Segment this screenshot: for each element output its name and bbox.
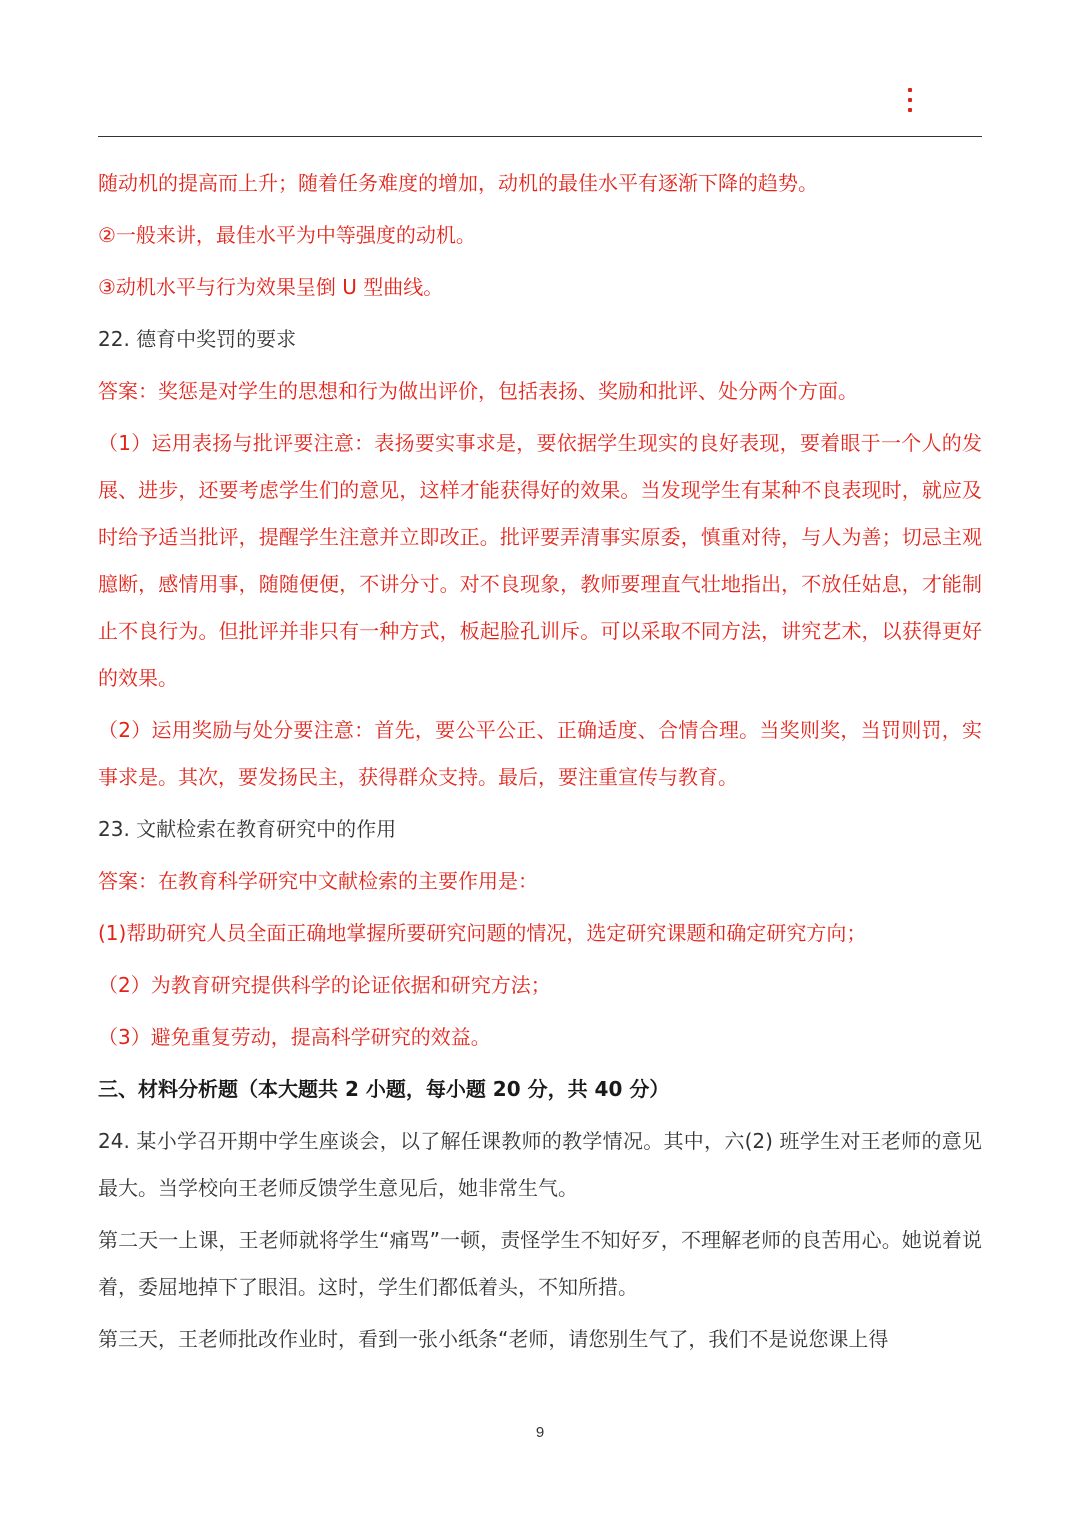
dot [908,88,912,92]
answer-22-point-1: （1）运用表扬与批评要注意：表扬要实事求是，要依据学生现实的良好表现，要着眼于一个人的发展、进步，还要考虑学生们的意见，这样才能获得好的效果。当发现学生有某种不良表现时，就应及时给予适当批评，提醒学生注意并立即改正。批评要弄清事实原委，慎重对待，与人为善；切忌主观臆断，感情用事，随随便便，不讲分寸。对不良现象，教师要理直气壮地指出，不放任姑息，才能制止不良行为。但批评并非只有一种方式，板起脸孔训斥。可以采取不同方法，讲究艺术，以获得更好的效果。 [98,431,982,690]
paragraph-u-curve: ③动机水平与行为效果呈倒 U 型曲线。 [98,275,444,299]
paragraph-motivation-trend: 随动机的提高而上升；随着任务难度的增加，动机的最佳水平有逐渐下降的趋势。 [98,171,818,195]
answer-23-point-1: (1)帮助研究人员全面正确地掌握所要研究问题的情况，选定研究课题和确定研究方向； [98,921,867,945]
answer-23-point-2: （2）为教育研究提供科学的论证依据和研究方法； [98,973,551,997]
document-body [98,160,982,1368]
question-24-day-three: 第三天，王老师批改作业时，看到一张小纸条“老师，请您别生气了，我们不是说您课上得 [98,1327,889,1351]
vertical-dots-icon[interactable] [900,88,920,112]
page-number: 9 [535,1424,545,1441]
section-heading-material-analysis: 三、材料分析题（本大题共 2 小题，每小题 20 分，共 40 分） [98,1077,670,1101]
question-23: 23. 文献检索在教育研究中的作用 [98,817,397,841]
answer-23: 答案：在教育科学研究中文献检索的主要作用是： [98,869,538,893]
dot [908,108,912,112]
answer-23-point-3: （3）避免重复劳动，提高科学研究的效益。 [98,1025,491,1049]
header-rule [98,136,982,137]
paragraph-optimal-level: ②一般来讲，最佳水平为中等强度的动机。 [98,223,476,247]
answer-22-point-2: （2）运用奖励与处分要注意：首先，要公平公正、正确适度、合情合理。当奖则奖，当罚则罚，实事求是。其次，要发扬民主，获得群众支持。最后，要注重宣传与教育。 [98,718,982,789]
question-24-intro: 24. 某小学召开期中学生座谈会，以了解任课教师的教学情况。其中，六(2) 班学生对王老师的意见最大。当学校向王老师反馈学生意见后，她非常生气。 [98,1129,982,1200]
dot [908,98,912,102]
question-22: 22. 德育中奖罚的要求 [98,327,297,351]
question-24-day-two: 第二天一上课，王老师就将学生“痛骂”一顿，责怪学生不知好歹，不理解老师的良苦用心。她说着说着，委屈地掉下了眼泪。这时，学生们都低着头，不知所措。 [98,1228,982,1299]
answer-22: 答案：奖惩是对学生的思想和行为做出评价，包括表扬、奖励和批评、处分两个方面。 [98,379,858,403]
